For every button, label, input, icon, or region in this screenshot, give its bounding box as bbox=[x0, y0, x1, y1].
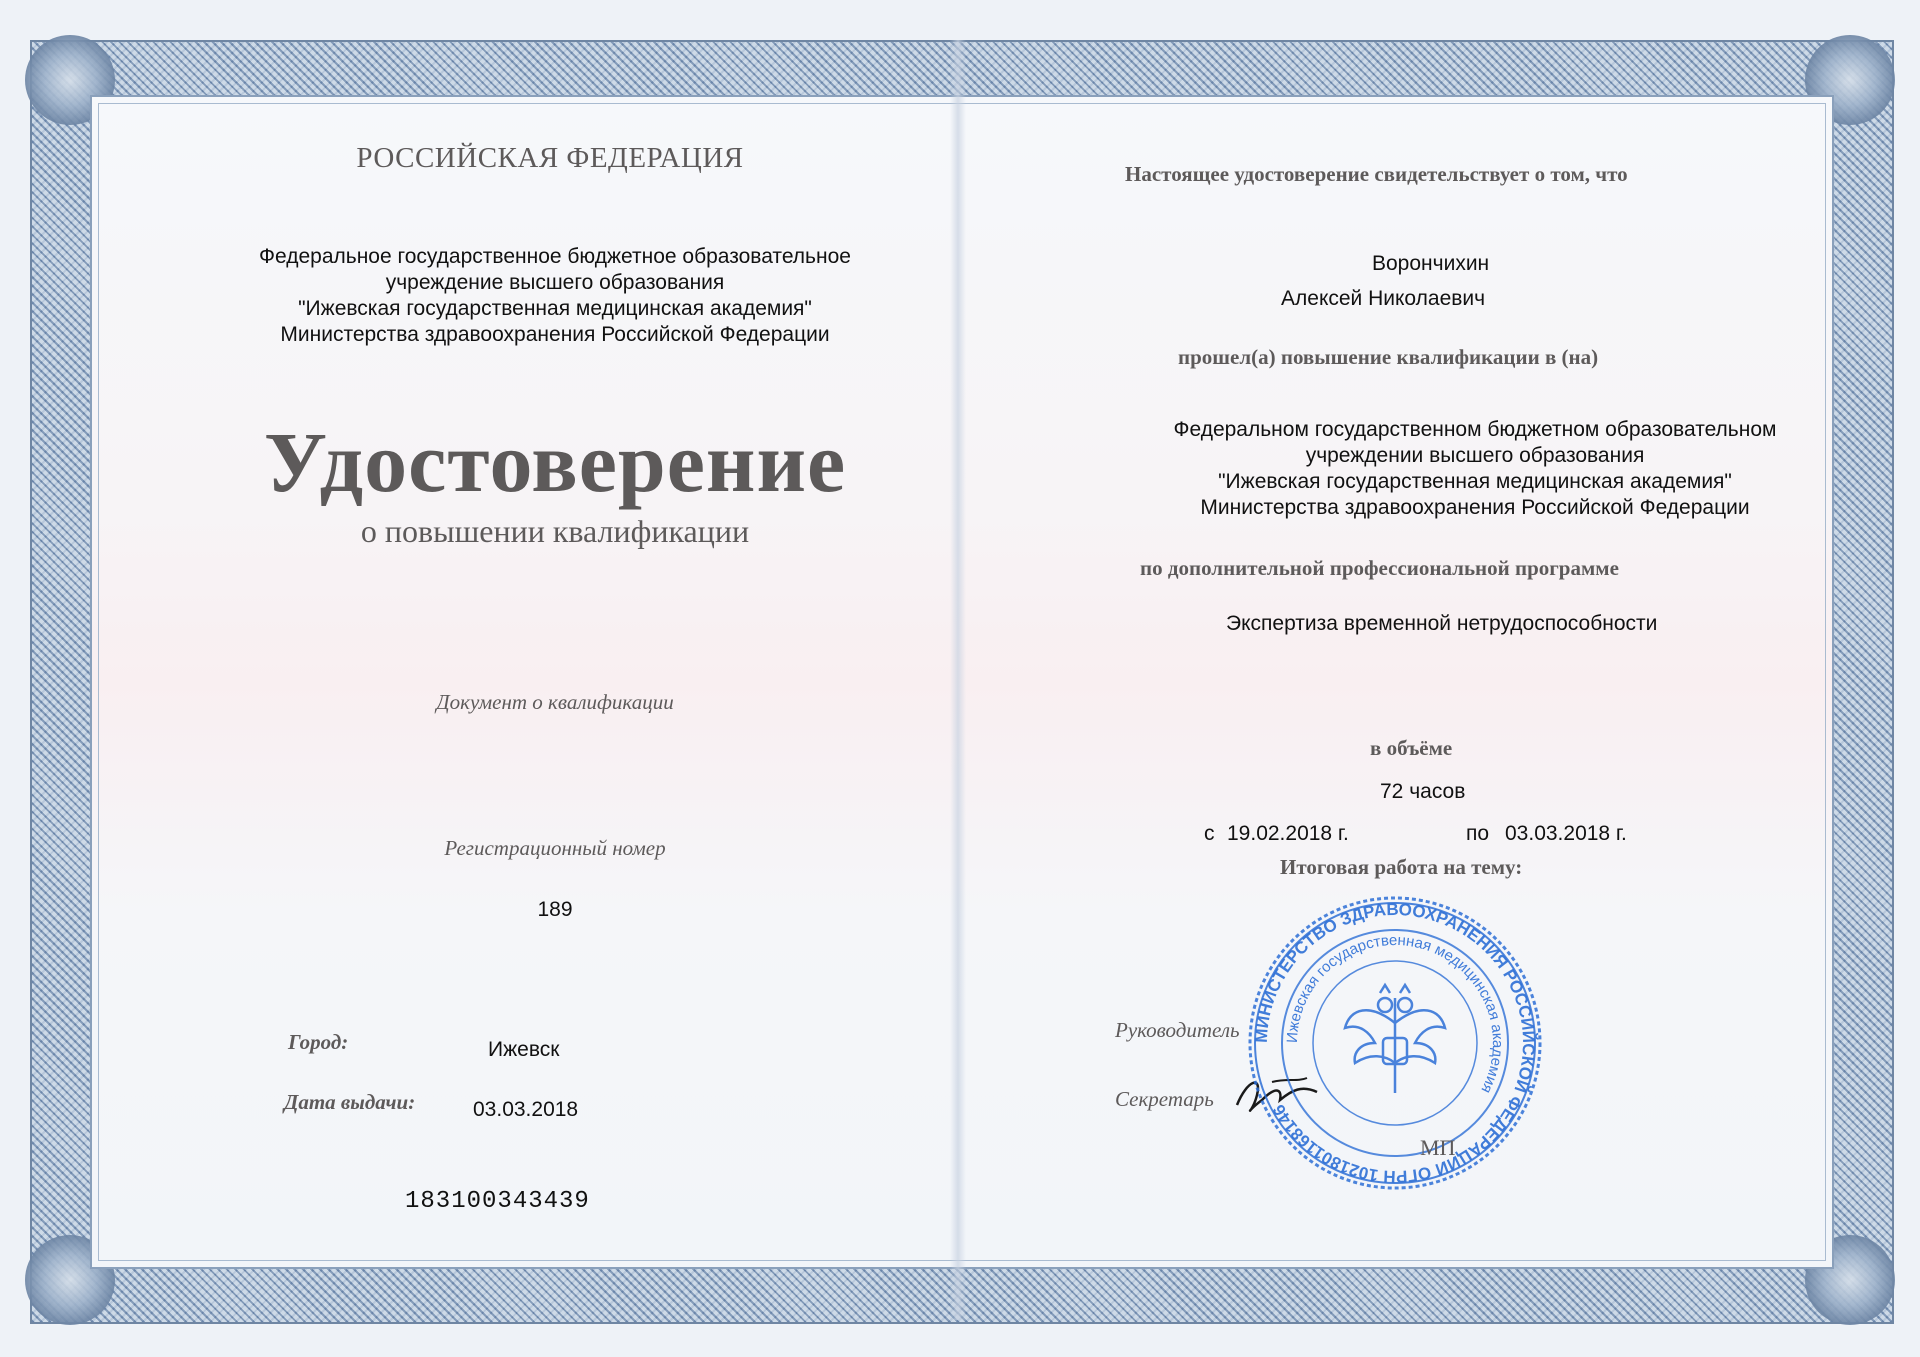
head-signature-label: Руководитель bbox=[1115, 1018, 1240, 1042]
to-date: 03.03.2018 г. bbox=[1505, 822, 1627, 845]
left-institution-line-3: "Ижевская государственная медицинская академия" bbox=[298, 297, 812, 320]
document-subtitle: о повышении квалификации bbox=[360, 513, 750, 549]
volume-label: в объёме bbox=[1370, 736, 1453, 760]
stamp-outer-text: МИНИСТЕРСТВО ЗДРАВООХРАНЕНИЯ РОССИЙСКОЙ ФЕДЕРАЦИИ ОГРН 1021801168146 bbox=[1251, 899, 1539, 1187]
stamp-inner-text: Ижевская государственная медицинская академия bbox=[1283, 931, 1507, 1096]
mp-label: МП bbox=[1420, 1135, 1456, 1160]
right-institution-line-1: Федеральном государственном бюджетном образовательном bbox=[1173, 418, 1777, 441]
right-institution-line-4: Министерства здравоохранения Российской Федерации bbox=[1200, 496, 1750, 519]
left-institution-line-1: Федеральное государственное бюджетное образовательное bbox=[259, 245, 851, 268]
program-label: по дополнительной профессиональной программе bbox=[1140, 556, 1619, 580]
from-date: 19.02.2018 г. bbox=[1227, 822, 1349, 845]
holder-surname: Ворончихин bbox=[1372, 252, 1490, 275]
issue-date-label: Дата выдачи: bbox=[284, 1090, 416, 1114]
registration-label: Регистрационный номер bbox=[444, 836, 666, 860]
city-value: Ижевск bbox=[488, 1038, 560, 1061]
holder-name: Алексей Николаевич bbox=[1281, 287, 1486, 310]
program-name: Экспертиза временной нетрудоспособности bbox=[1226, 612, 1658, 635]
registration-number: 189 bbox=[537, 898, 573, 921]
page-fold bbox=[950, 40, 966, 1320]
official-stamp bbox=[1245, 893, 1545, 1193]
document-title: Удостоверение bbox=[263, 414, 847, 510]
left-institution-line-2: учреждение высшего образования bbox=[385, 271, 725, 294]
serial-number: 183100343439 bbox=[405, 1188, 590, 1215]
issue-date-value: 03.03.2018 bbox=[473, 1098, 579, 1121]
to-prefix: по bbox=[1466, 822, 1490, 845]
right-institution-line-3: "Ижевская государственная медицинская академия" bbox=[1218, 470, 1732, 493]
left-institution-line-4: Министерства здравоохранения Российской Федерации bbox=[280, 323, 830, 346]
eagle-emblem-icon bbox=[1345, 985, 1445, 1093]
city-label: Город: bbox=[288, 1030, 349, 1054]
intro-text: Настоящее удостоверение свидетельствует о том, что bbox=[1125, 162, 1628, 186]
volume-value: 72 часов bbox=[1380, 780, 1466, 803]
from-prefix: с bbox=[1204, 822, 1215, 845]
secretary-signature-label: Секретарь bbox=[1115, 1087, 1214, 1111]
right-institution-line-2: учреждении высшего образования bbox=[1305, 444, 1645, 467]
passed-text: прошел(а) повышение квалификации в (на) bbox=[1178, 345, 1599, 369]
final-work-label: Итоговая работа на тему: bbox=[1280, 855, 1523, 879]
document-type: Документ о квалификации bbox=[436, 690, 674, 714]
country-heading: РОССИЙСКАЯ ФЕДЕРАЦИЯ bbox=[356, 142, 744, 174]
